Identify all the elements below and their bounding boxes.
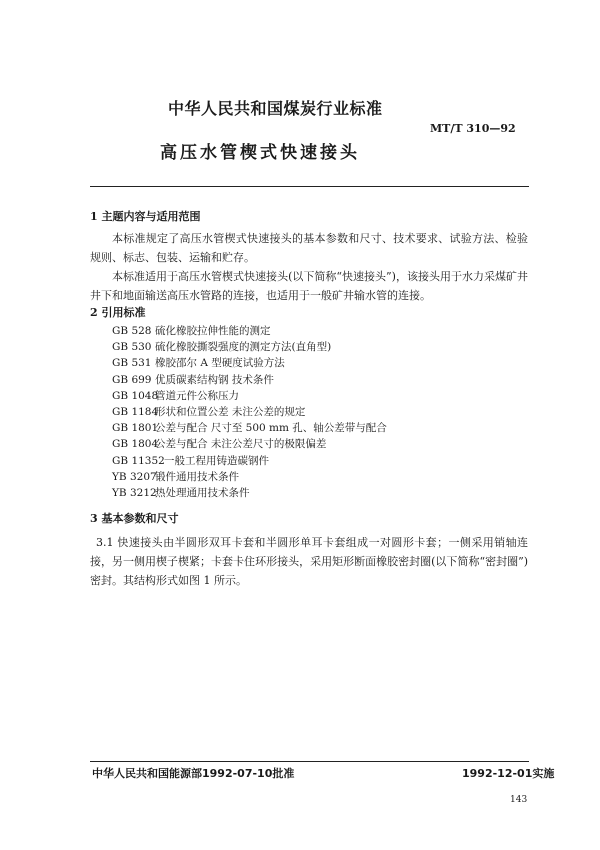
section-3-body bbox=[90, 533, 528, 590]
section-1-paragraph-2: 本标准适用于高压水管楔式快速接头(以下简称“快速接头”)，该接头用于水力采煤矿井井下和地面输送高压水管路的连接，也适用于一般矿井输水管的连接。 bbox=[90, 270, 528, 302]
list-item: YB 3207锻件通用技术条件 bbox=[112, 470, 239, 483]
list-item: YB 3212热处理通用技术条件 bbox=[112, 487, 250, 500]
list-item: GB 530 硫化橡胶撕裂强度的测定方法(直角型) bbox=[112, 341, 332, 354]
list-item: GB 1804公差与配合 未注公差尺寸的极限偏差 bbox=[112, 438, 327, 451]
section-2-heading: 2 引用标准 bbox=[90, 306, 146, 319]
list-item: GB 531 橡胶邵尔 A 型硬度试验方法 bbox=[112, 357, 285, 370]
header-divider bbox=[90, 186, 529, 187]
section-3-heading: 3 基本参数和尺寸 bbox=[90, 512, 179, 525]
list-item: GB 1184形状和位置公差 未注公差的规定 bbox=[112, 406, 306, 419]
list-item: GB 528 硫化橡胶拉伸性能的测定 bbox=[112, 325, 271, 337]
list-item: GB 11352一般工程用铸造碳钢件 bbox=[112, 454, 269, 467]
standard-code: MT/T 310—92 bbox=[430, 122, 516, 135]
issuing-organization: 中华人民共和国煤炭行业标准 bbox=[168, 99, 383, 118]
list-item: GB 1048管道元件公称压力 bbox=[112, 389, 239, 402]
section-1-body bbox=[90, 229, 528, 305]
page-number: 143 bbox=[510, 795, 528, 805]
reference-list bbox=[112, 323, 387, 501]
approval-statement: 中华人民共和国能源部1992-07-10批准 bbox=[92, 767, 295, 780]
document-title: 高压水管楔式快速接头 bbox=[160, 143, 360, 163]
section-1-paragraph-1: 本标准规定了高压水管楔式快速接头的基本参数和尺寸、技术要求、试验方法、检验规则、标志、包装、运输和贮存。 bbox=[90, 232, 528, 264]
implementation-date: 1992-12-01实施 bbox=[462, 767, 555, 780]
footer-divider bbox=[90, 761, 529, 762]
clause-3-1-paragraph: 3.1 快速接头由半圆形双耳卡套和半圆形单耳卡套组成一对圆形卡套；一侧采用销轴连接，另一侧用楔子楔紧；卡套卡住环形接头，采用矩形断面橡胶密封圈(以下简称“密封圈”)密封。其结构形式如图 1 所示。 bbox=[90, 536, 528, 587]
section-1-heading: 1 主题内容与适用范围 bbox=[90, 210, 201, 223]
list-item: GB 699 优质碳素结构钢 技术条件 bbox=[112, 373, 274, 386]
list-item: GB 1801公差与配合 尺寸至 500 mm 孔、轴公差带与配合 bbox=[112, 422, 387, 435]
